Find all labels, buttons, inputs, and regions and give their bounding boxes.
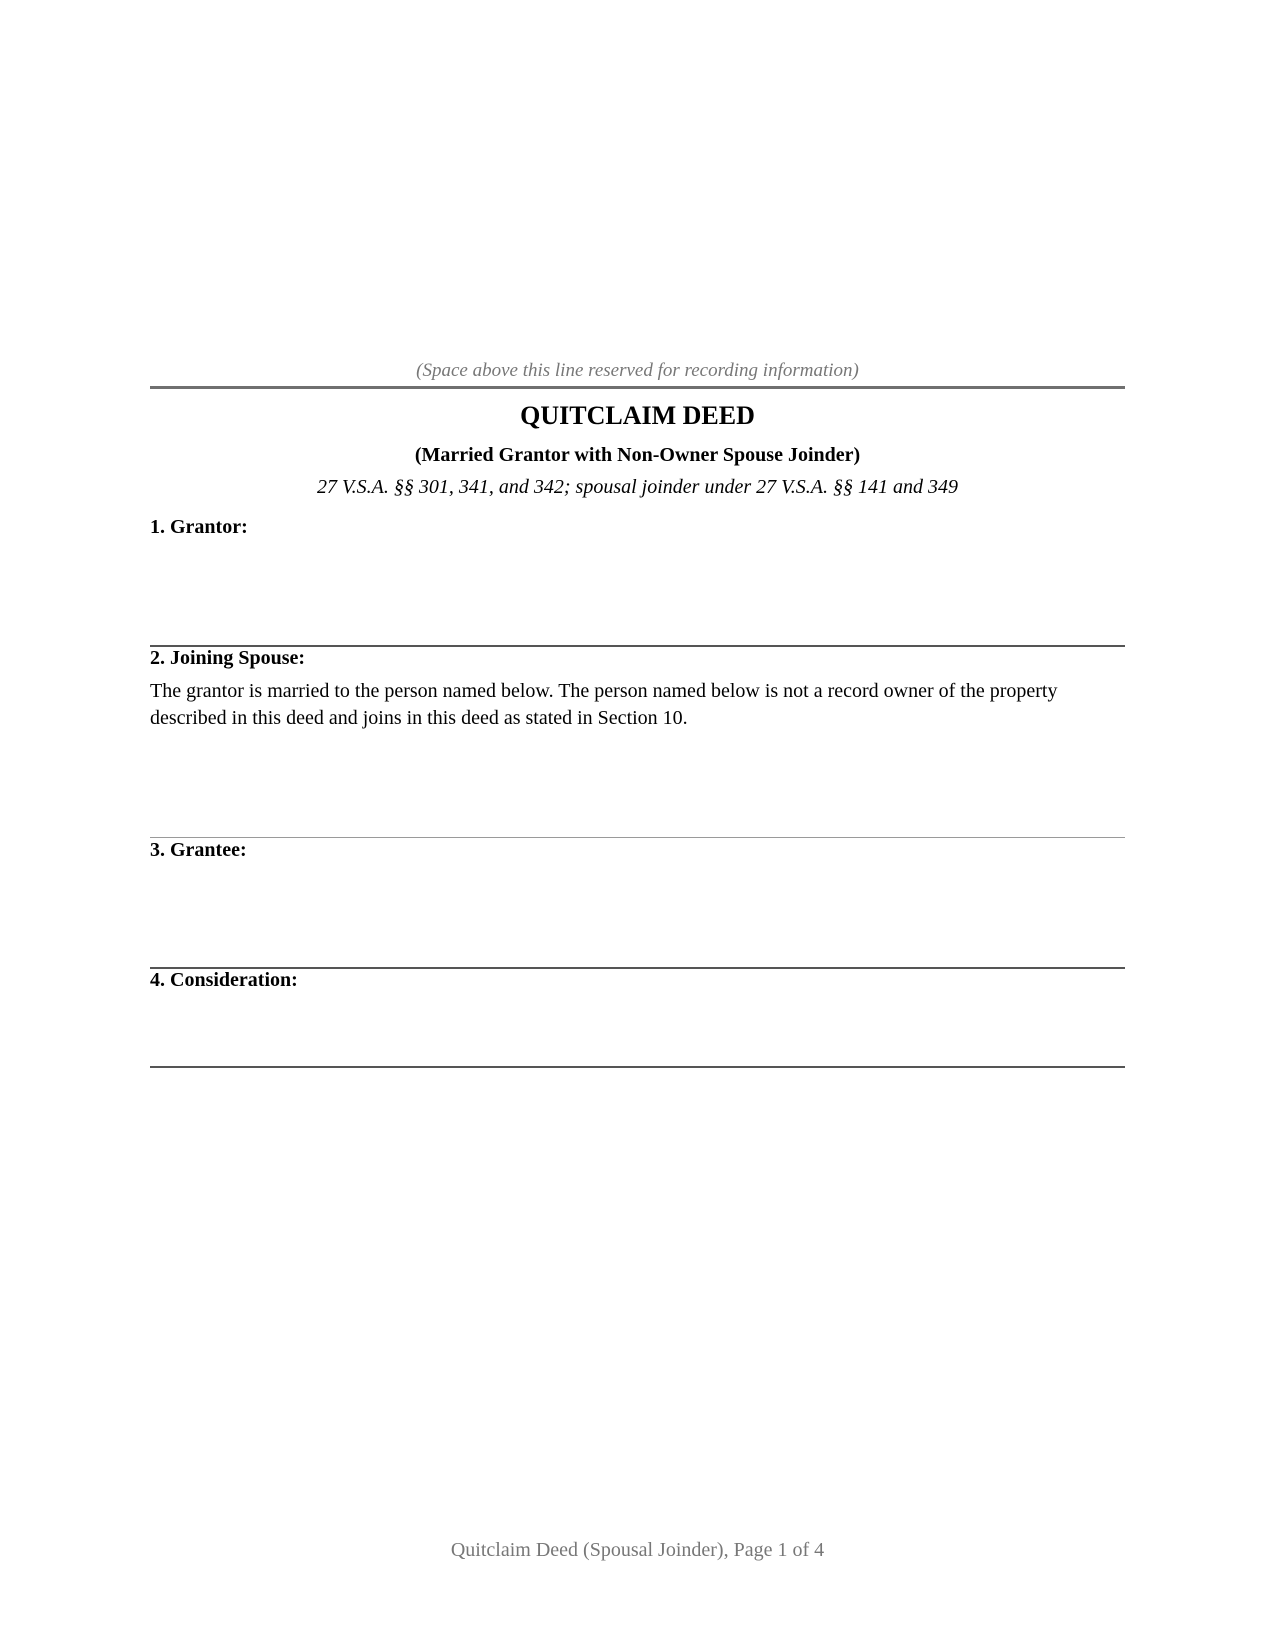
recording-space-note: (Space above this line reserved for recording information) [416,360,859,381]
section-grantee-heading: 3. Grantee: [150,839,247,861]
section-consideration-heading: 4. Consideration: [150,969,298,991]
section-grantor-heading: 1. Grantor: [150,516,248,538]
joining-spouse-description: The grantor is married to the person named below. The person named below is not a record owner of the property described in this deed and joins in this deed as stated in Section 10. [150,680,1058,729]
page-footer: Quitclaim Deed (Spousal Joinder), Page 1 of 4 [450,1539,825,1561]
document-title: QUITCLAIM DEED [520,401,755,430]
section-joining-spouse-heading: 2. Joining Spouse: [150,647,306,669]
document-subtitle: (Married Grantor with Non-Owner Spouse Joinder) [414,444,861,466]
statute-citation: 27 V.S.A. §§ 301, 341, and 342; spousal joinder under 27 V.S.A. §§ 141 and 349 [317,476,958,498]
consideration-entry-line [150,1066,1125,1068]
recording-divider [150,386,1125,389]
